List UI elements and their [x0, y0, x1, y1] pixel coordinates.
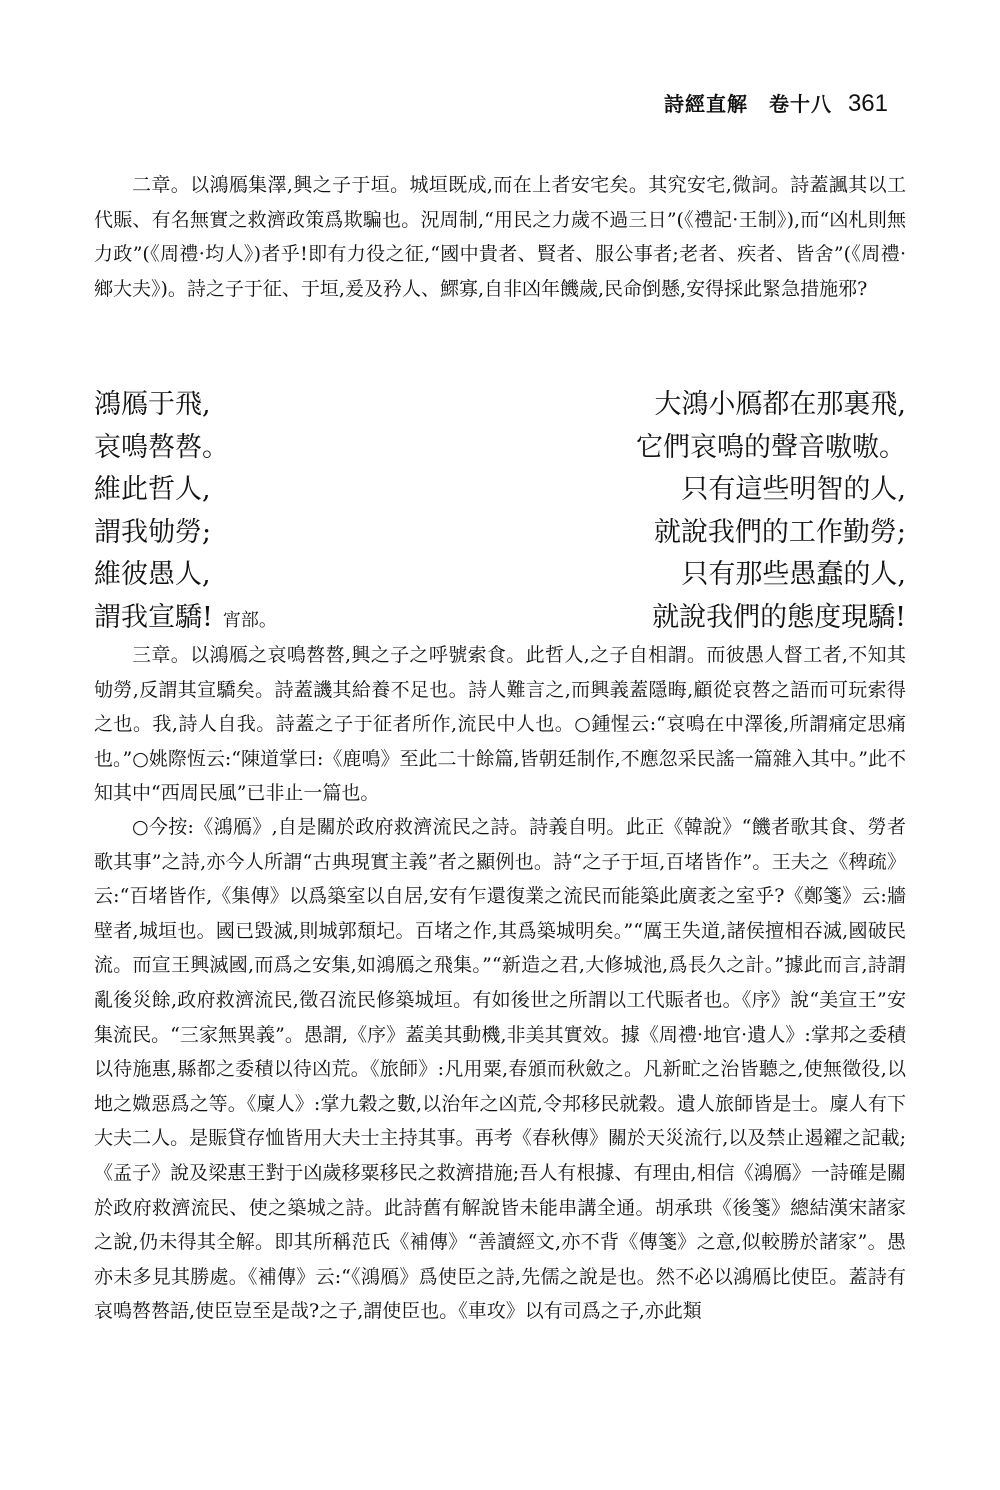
chapter-2-paragraph: 二章。以鴻鴈集澤,興之子于垣。城垣既成,而在上者安宅矣。其究安宅,微詞。詩蓋諷其以工代賑、有名無實之救濟政策爲欺騙也。況周制,“用民之力歲不過三日”(《禮記·王制》),而“凶札則無力政”(《周禮·均人》)者乎!即有力役之征,“國中貴者、賢者、服公事者;老者、疾者、皆舍”(《周禮·鄉大夫》)。詩之子于征、于垣,爰及矜人、鰥寡,自非凶年饑歲,民命倒懸,安得採此緊急措施邪?	[94, 174, 906, 300]
poem-translation-line: 只有那些愚蠢的人,	[681, 559, 906, 590]
poem-translation-line: 就說我們的工作勤勞;	[653, 516, 906, 548]
poem-translation-line: 就說我們的態度現驕!	[652, 601, 906, 633]
running-head	[664, 88, 888, 118]
poem-original-line: 維此哲人,	[94, 474, 211, 505]
poem-translation-line: 只有這些明智的人,	[681, 474, 906, 505]
page-number: 361	[847, 90, 888, 117]
poem-stanza	[94, 384, 906, 639]
poem-original-line: 謂我劬勞;	[94, 516, 212, 548]
poem-translation-line: 它們哀鳴的聲音嗷嗷。	[636, 431, 906, 463]
poem-translation-line: 大鴻小鴈都在那裏飛,	[654, 389, 906, 420]
poem-original-line: 鴻鴈于飛,	[94, 389, 211, 420]
rhyme-note: 宵部。	[222, 609, 277, 631]
poem-line	[94, 469, 906, 512]
poem-line	[94, 554, 906, 597]
editor-note	[94, 810, 906, 1329]
poem-line	[94, 597, 906, 640]
chapter-3-paragraph: 三章。以鴻鴈之哀鳴嗸嗸,興之子之呼號索食。此哲人,之子自相謂。而彼愚人督工者,不知其劬勞,反謂其宣驕矣。詩蓋譏其給養不足也。詩人難言之,而興義蓋隱晦,顧從哀嗸之語而可玩索得之也。我,詩人自我。詩蓋之子于征者所作,流民中人也。○鍾惺云:“哀鳴在中澤後,所謂痛定思痛也。”○姚際恆云:“陳道掌曰:《鹿鳴》至此二十餘篇,皆朝廷制作,不應忽采民謠一篇雜入其中。”此不知其中“西周民風”已非止一篇也。	[94, 644, 906, 805]
running-head-title: 詩經直解 卷十八	[663, 92, 832, 116]
poem-line	[94, 512, 906, 555]
chapter-2-commentary	[94, 168, 906, 306]
poem-original-line: 維彼愚人,	[94, 559, 211, 590]
poem-line	[94, 384, 906, 427]
poem-line	[94, 427, 906, 470]
poem-original-line: 哀鳴嗸嗸。	[94, 431, 229, 463]
chapter-3-commentary	[94, 638, 906, 811]
poem-original-text: 謂我宣驕!	[94, 601, 213, 633]
editor-note-paragraph: ○今按:《鴻鴈》,自是關於政府救濟流民之詩。詩義自明。此正《韓說》“饑者歌其食、勞者歌其事”之詩,亦今人所謂“古典現實主義”者之顯例也。詩“之子于垣,百堵皆作”。王夫之《稗疏》云:“百堵皆作,《集傳》以爲築室以自居,安有乍還復業之流民而能築此廣袤之室乎?《鄭箋》云:牆壁者,城垣也。國已毀滅,則城郭頹圮。百堵之作,其爲築城明矣。”“厲王失道,諸侯擅相吞滅,國破民流。而宣王興滅國,而爲之安集,如鴻鴈之飛集。”“新造之君,大修城池,爲長久之計。”據此而言,詩謂亂後災餘,政府救濟流民,徵召流民修築城垣。有如後世之所謂以工代賑者也。《序》說“美宣王”安集流民。“三家無異義”。愚謂,《序》蓋美其動機,非美其實效。據《周禮·地官·遺人》:掌邦之委積以待施惠,縣都之委積以待凶荒。《旅師》:凡用粟,春頒而秋斂之。凡新甿之治皆聽之,使無徵役,以地之媺惡爲之等。《廩人》:掌九穀之數,以治年之凶荒,令邦移民就穀。遺人旅師皆是士。廩人有下大夫二人。是賑貸存恤皆用大夫士主持其事。再考《春秋傳》關於天災流行,以及禁止遏糴之記載;《孟子》說及梁惠王對于凶歲移粟移民之救濟措施;吾人有根據、有理由,相信《鴻鴈》一詩確是關於政府救濟流民、使之築城之詩。此詩舊有解說皆未能串講全通。胡承珙《後箋》總結漢宋諸家之說,仍未得其全解。即其所稱范氏《補傳》“善讀經文,亦不背《傳箋》之意,似較勝於諸家”。愚亦未多見其勝處。《補傳》云:“《鴻鴈》爲使臣之詩,先儒之說是也。然不必以鴻鴈比使臣。蓋詩有哀鳴嗸嗸語,使臣豈至是哉?之子,謂使臣也。《車攻》以有司爲之子,亦此類	[94, 816, 906, 1323]
poem-original-line	[94, 597, 277, 643]
